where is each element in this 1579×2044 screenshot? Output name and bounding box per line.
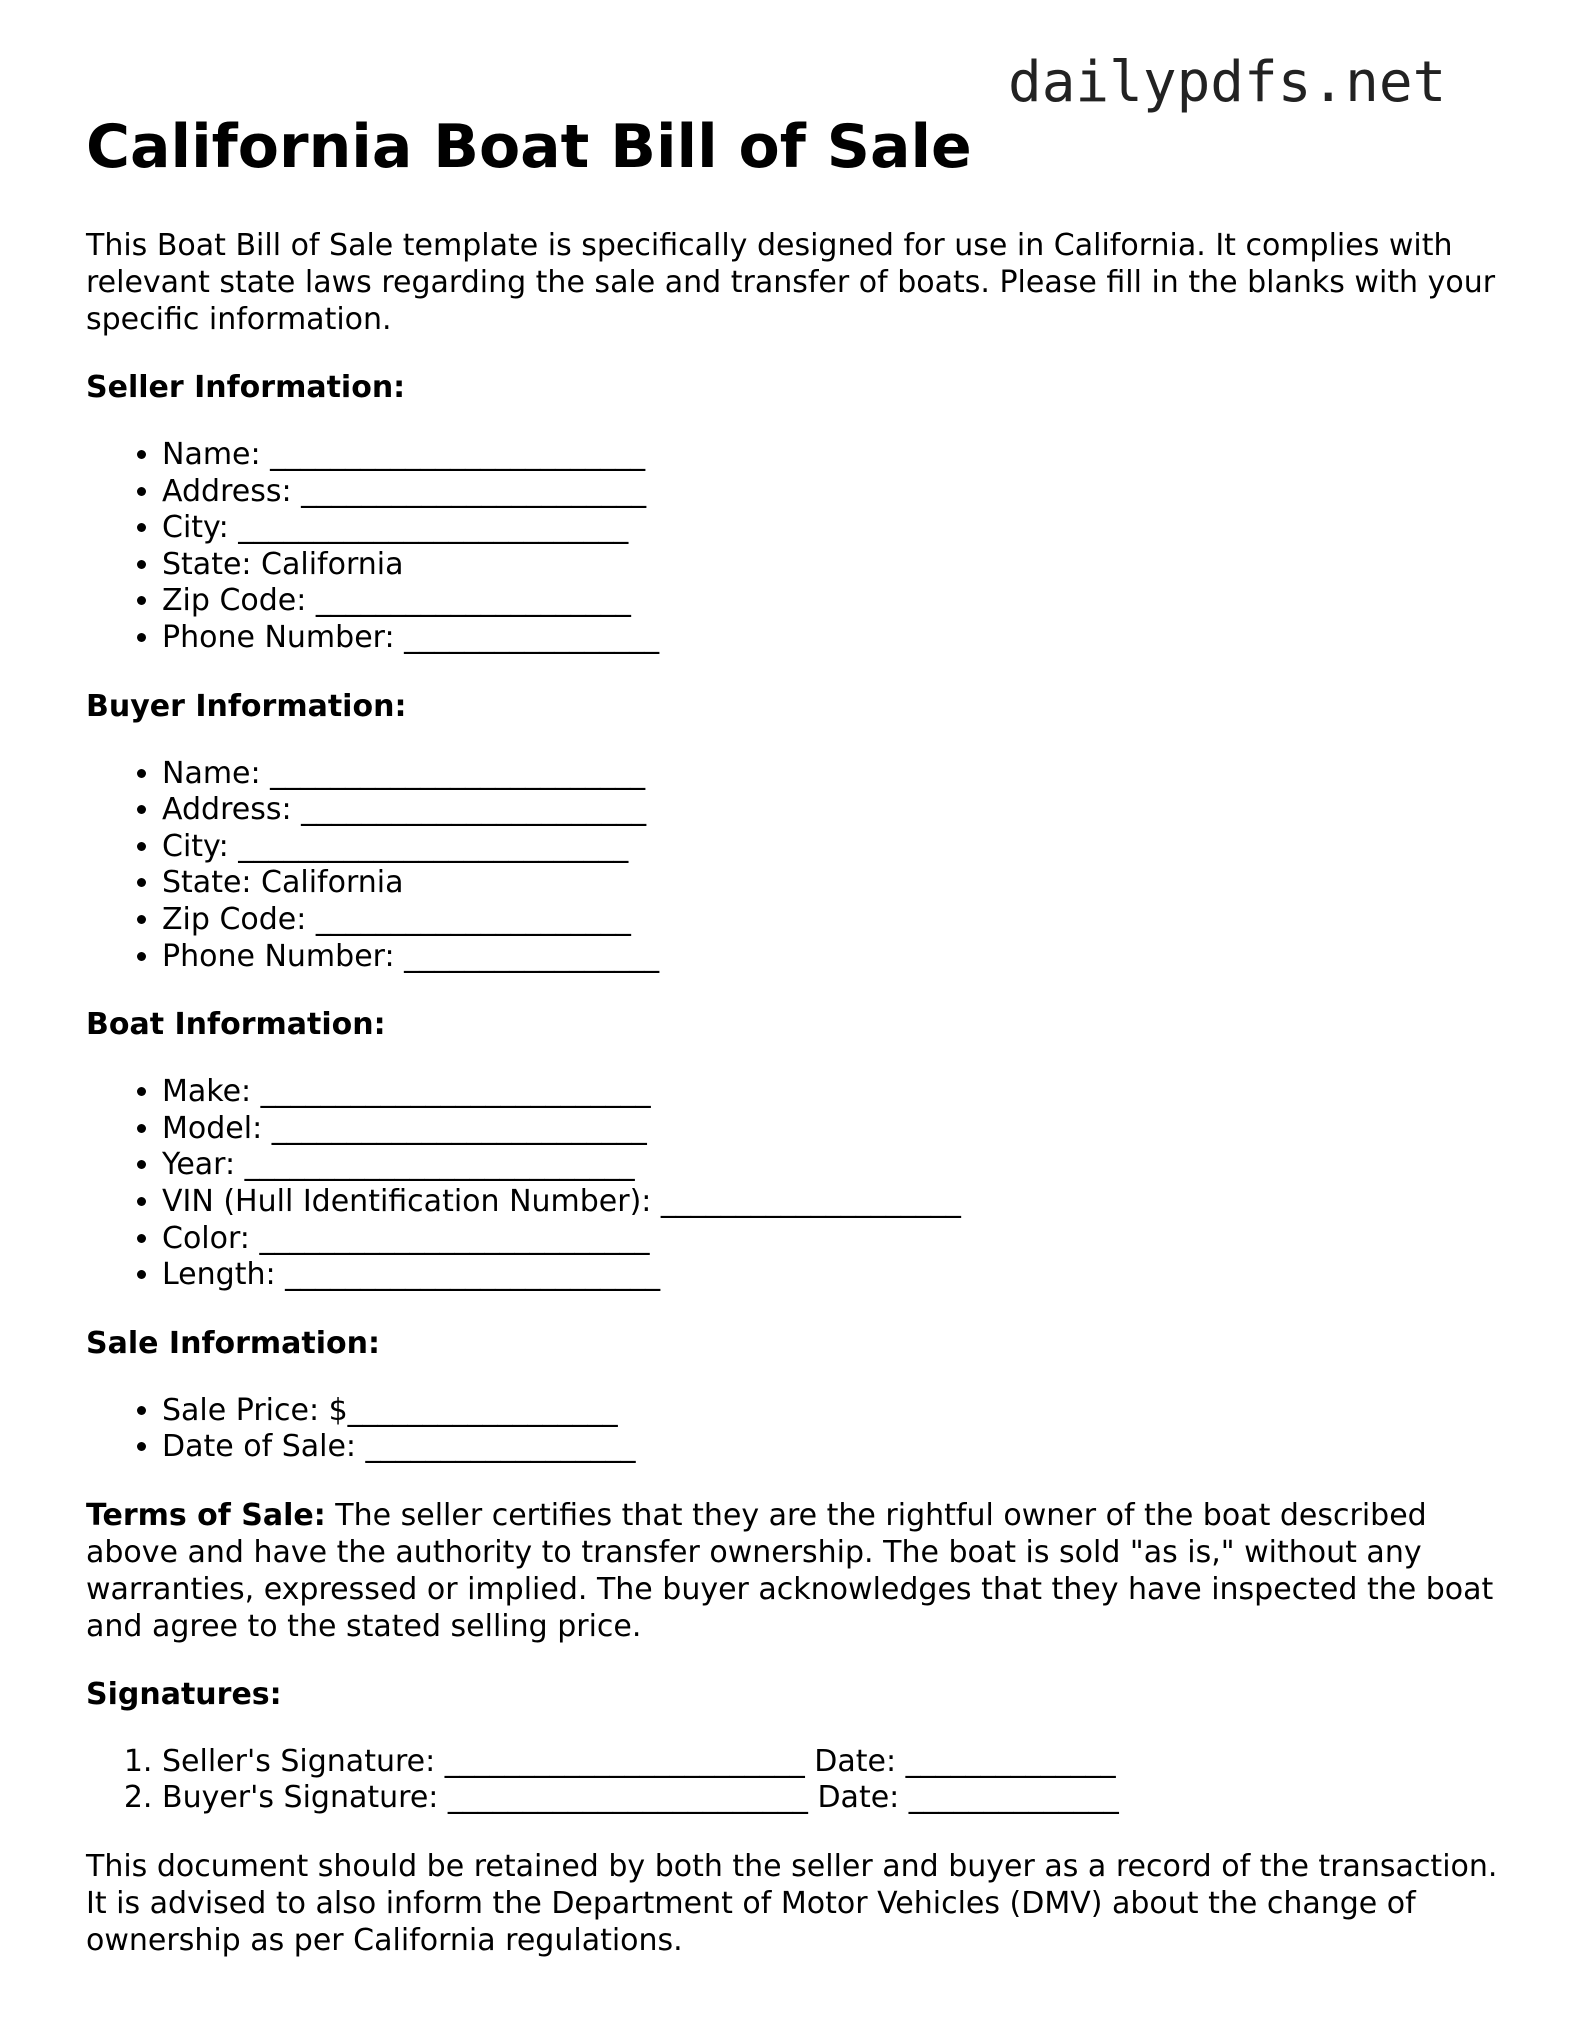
seller-city-field: • City: __________________________ bbox=[162, 510, 1506, 547]
boat-vin-field: • VIN (Hull Identification Number): ____________________ bbox=[162, 1184, 1506, 1221]
sale-price-field: • Sale Price: $__________________ bbox=[162, 1393, 1506, 1430]
seller-section bbox=[86, 369, 1506, 657]
buyer-field-list bbox=[86, 756, 1506, 976]
buyer-phone-field: • Phone Number: _________________ bbox=[162, 939, 1506, 976]
signatures-section bbox=[86, 1676, 1506, 1817]
buyer-city-field: • City: __________________________ bbox=[162, 829, 1506, 866]
boat-section bbox=[86, 1006, 1506, 1294]
seller-address-field: • Address: _______________________ bbox=[162, 474, 1506, 511]
terms-label: Terms of Sale: bbox=[86, 1497, 326, 1533]
boat-color-field: • Color: __________________________ bbox=[162, 1221, 1506, 1258]
terms-text: The seller certifies that they are the rightful owner of the boat described above and have the authority to transfer ownership. The boat is sold "as is," without any warranties, expressed or implied. The buyer acknowledges that they have inspected the boat and agree to the stated selling price. bbox=[86, 1497, 1494, 1644]
seller-heading: Seller Information: bbox=[86, 370, 406, 405]
sale-date-field: • Date of Sale: __________________ bbox=[162, 1429, 1506, 1466]
boat-heading: Boat Information: bbox=[86, 1007, 386, 1043]
sale-field-list bbox=[86, 1393, 1506, 1466]
signature-list bbox=[86, 1744, 1506, 1817]
page-title: California Boat Bill of Sale bbox=[86, 112, 972, 182]
buyer-section bbox=[86, 688, 1506, 976]
boat-year-field: • Year: __________________________ bbox=[162, 1147, 1506, 1184]
document-page bbox=[86, 104, 1506, 1959]
boat-field-list bbox=[86, 1074, 1506, 1294]
watermark-text: dailypdfs.net bbox=[1008, 50, 1447, 115]
buyer-zip-field: • Zip Code: _____________________ bbox=[162, 902, 1506, 939]
boat-model-field: • Model: _________________________ bbox=[162, 1111, 1506, 1148]
seller-signature-line: 1. Seller's Signature: ________________________ Date: ______________ bbox=[162, 1744, 1506, 1781]
boat-length-field: • Length: _________________________ bbox=[162, 1257, 1506, 1294]
seller-zip-field: • Zip Code: _____________________ bbox=[162, 583, 1506, 620]
terms-paragraph bbox=[86, 1497, 1506, 1645]
sale-heading: Sale Information: bbox=[86, 1325, 380, 1361]
seller-name-field: • Name: _________________________ bbox=[162, 437, 1506, 474]
sale-section bbox=[86, 1325, 1506, 1466]
buyer-state-field: • State: California bbox=[162, 865, 1506, 902]
boat-make-field: • Make: __________________________ bbox=[162, 1074, 1506, 1111]
buyer-heading: Buyer Information: bbox=[86, 688, 407, 724]
buyer-name-field: • Name: _________________________ bbox=[162, 756, 1506, 793]
signatures-heading: Signatures: bbox=[86, 1676, 282, 1712]
closing-paragraph: This document should be retained by both the seller and buyer as a record of the transaction. It is advised to also inform the Department of Motor Vehicles (DMV) about the change of ownership as per California regulations. bbox=[86, 1849, 1498, 1959]
seller-field-list bbox=[86, 437, 1506, 657]
buyer-signature-line: 2. Buyer's Signature: ________________________ Date: ______________ bbox=[162, 1780, 1506, 1817]
seller-phone-field: • Phone Number: _________________ bbox=[162, 620, 1506, 657]
intro-paragraph: This Boat Bill of Sale template is specifically designed for use in California. It complies with relevant state laws regarding the sale and transfer of boats. Please fill in the blanks with your specific information. bbox=[86, 228, 1496, 337]
buyer-address-field: • Address: _______________________ bbox=[162, 792, 1506, 829]
seller-state-field: • State: California bbox=[162, 547, 1506, 584]
